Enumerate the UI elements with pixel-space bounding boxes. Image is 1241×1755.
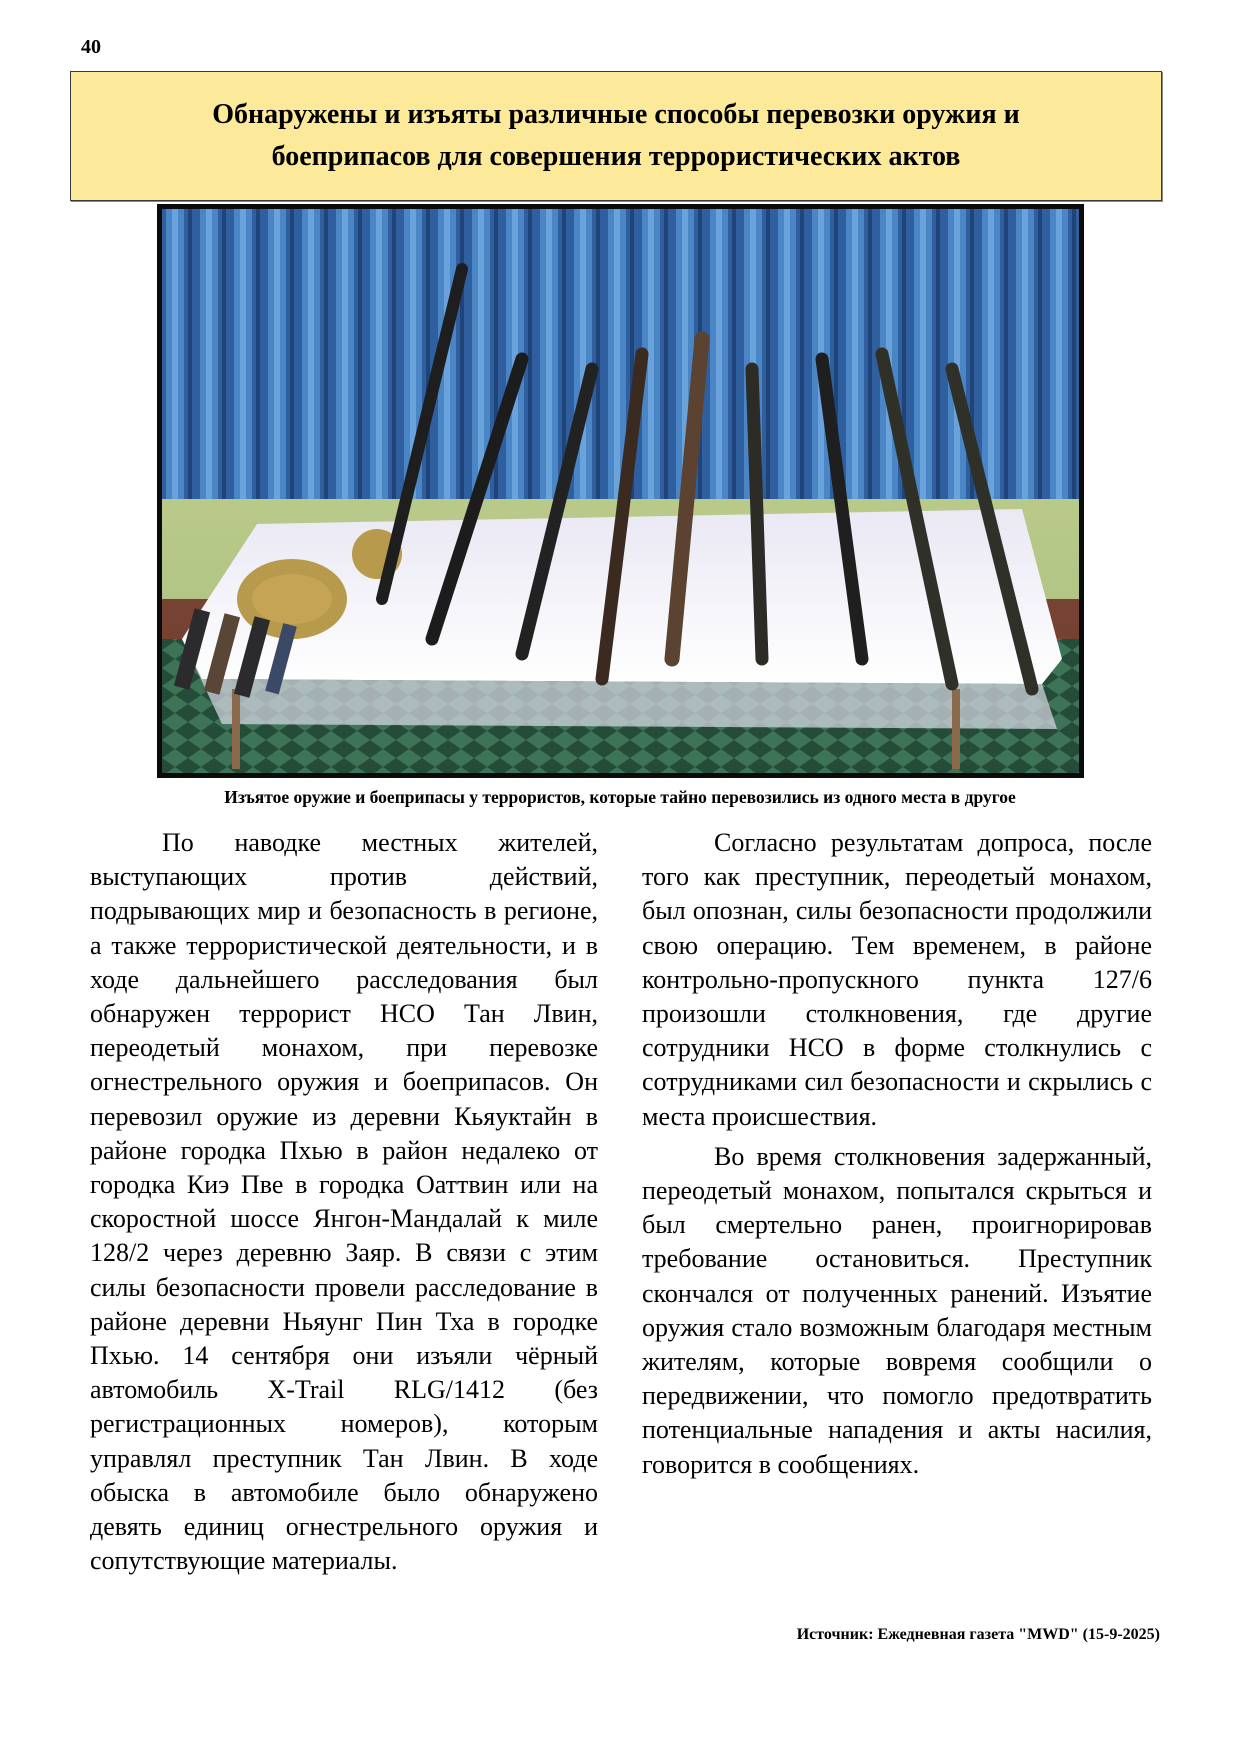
paragraph: По наводке местных жителей, выступающих против действий, подрывающих мир и безопасность в регионе, а также террористической деятельности, и в ходе дальнейшего расследования был обнаружен террорист НСО Тан Лвин, переодетый монахом, при перевозке огнестрельного оружия и боеприпасов. Он перевозил оружие из деревни Кьяуктайн в районе городка Пхью в район недалеко от городка Киэ Пве в городка Оаттвин или на скоростной шоссе Янгон-Мандалай к миле 128/2 через деревню Заяр. В связи с этим силы безопасности провели расследование в районе деревни Ньяунг Пин Тха в городке Пхью. 14 сентября они изъяли чёрный автомобиль X-Trail RLG/1412 (без регистрационных номеров), которым управлял преступник Тан Лвин. В ходе обыска в автомобиле было обнаружено девять единиц огнестрельного оружия и сопутствующие материалы.: [90, 828, 598, 1576]
page-number: 40: [81, 36, 101, 58]
photo-illustration: [162, 209, 1079, 773]
paragraph: Согласно результатам допроса, после того как преступник, переодетый монахом, был опознан, силы безопасности продолжили свою операцию. Тем временем, в районе контрольно-пропускного пункта 127/6 произошли столкновения, где другие сотрудники НСО в форме столкнулись с сотрудниками сил безопасности и скрылись с места происшествия.: [642, 828, 1152, 1131]
article-title-box: [70, 71, 1162, 201]
source-attribution: Источник: Ежедневная газета "MWD" (15-9-2025): [796, 1626, 1160, 1643]
seized-weapons-photo: [157, 204, 1084, 778]
photo-caption: Изъятое оружие и боеприпасы у террористов, которые тайно перевозились из одного места в другое: [224, 787, 1016, 807]
article-column-right: [642, 826, 1152, 1488]
article-column-left: [90, 826, 598, 1584]
article-title: Обнаружены и изъяты различные способы перевозки оружия и боеприпасов для совершения террористических актов: [212, 99, 1020, 172]
paragraph: Во время столкновения задержанный, переодетый монахом, попытался скрыться и был смертельно ранен, проигнорировав требование остановиться. Преступник скончался от полученных ранений. Изъятие оружия стало возможным благодаря местным жителям, которые вовремя сообщили о передвижении, что помогло предотвратить потенциальные нападения и акты насилия, говорится в сообщениях.: [642, 1141, 1152, 1479]
